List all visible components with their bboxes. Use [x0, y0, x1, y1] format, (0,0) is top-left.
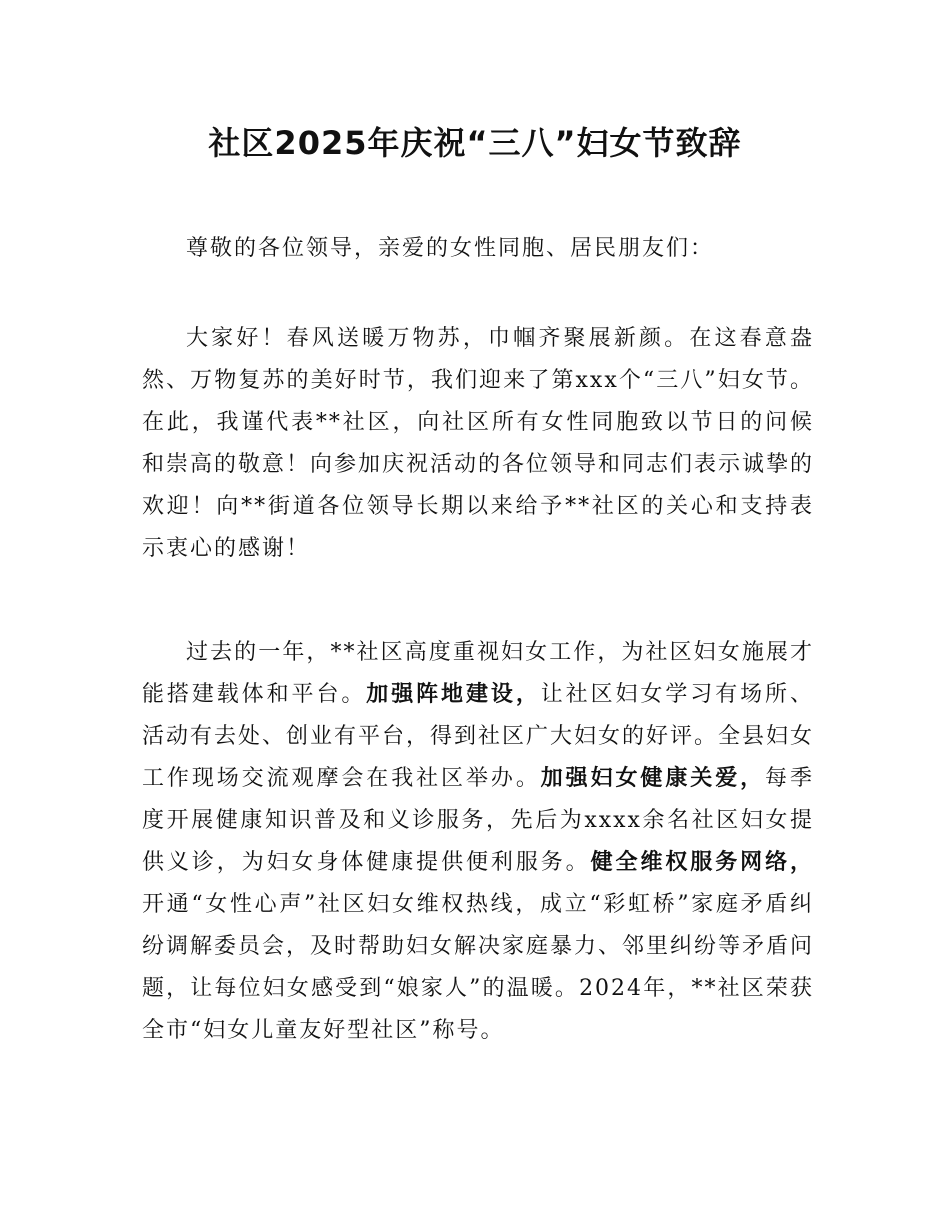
heading-health-care: 加强妇女健康关爱， — [540, 766, 766, 791]
paragraph-2-text-1: 让社区妇女学习有场所、活动有去处、创业有平台，得到社区广大妇女的好评。全县妇女工作现场交流观摩会在我社区举办。 — [142, 682, 815, 791]
greeting-line: 尊敬的各位领导，亲爱的女性同胞、居民朋友们： — [186, 236, 715, 261]
document-title: 社区2025年庆祝“三八”妇女节致辞 — [208, 124, 742, 162]
greeting-block — [142, 228, 814, 270]
paragraph-1: 大家好！春风送暖万物苏，巾帼齐聚展新颜。在这春意盎然、万物复苏的美好时节，我们迎来了第xxx个“三八”妇女节。在此，我谨代表**社区，向社区所有女性同胞致以节日的问候和崇高的敬意！向参加庆祝活动的各位领导和同志们表示诚挚的欢迎！向**街道各位领导长期以来给予**社区的关心和支持表示衷心的感谢！ — [142, 326, 815, 561]
paragraph-2-text-3: 开通“女性心声”社区妇女维权热线，成立“彩虹桥”家庭矛盾纠纷调解委员会，及时帮助妇女解决家庭暴力、邻里纠纷等矛盾问题，让每位妇女感受到“娘家人”的温暖。2024年，**社区荣获全市“妇女儿童友好型社区”称号。 — [142, 892, 815, 1043]
heading-rights-network: 健全维权服务网络， — [590, 850, 814, 875]
paragraph-2-block — [142, 632, 814, 1052]
paragraph-2-intro: 过去的一年，**社区高度重视妇女工作，为社区妇女施展才能搭建载体和平台。 — [142, 640, 814, 707]
paragraph-1-block — [142, 318, 814, 570]
paragraph-2-text-2: 每季度开展健康知识普及和义诊服务，先后为xxxx余名社区妇女提供义诊，为妇女身体健康提供便利服务。 — [142, 766, 814, 875]
paragraph-2 — [142, 632, 814, 1052]
heading-position-building: 加强阵地建设， — [366, 682, 541, 707]
